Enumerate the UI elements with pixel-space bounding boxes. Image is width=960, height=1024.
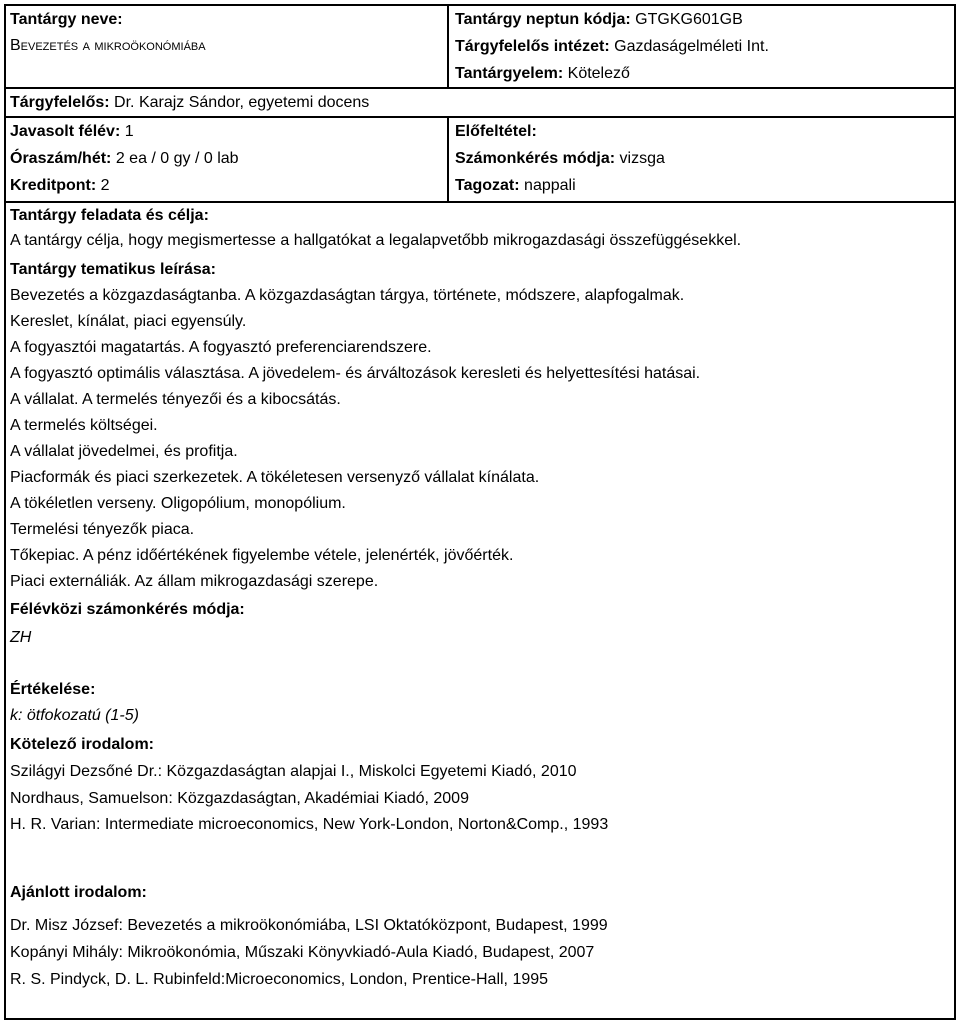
recommended-literature-heading: Ajánlott irodalom: bbox=[10, 884, 147, 901]
required-literature-item: Szilágyi Dezsőné Dr.: Közgazdaságtan alapjai I., Miskolci Egyetemi Kiadó, 2010 bbox=[10, 763, 577, 780]
neptun-code: Tantárgy neptun kódja: GTGKG601GB bbox=[455, 11, 743, 28]
responsible-divider bbox=[4, 116, 956, 118]
course-name-label: Tantárgy neve: bbox=[10, 11, 123, 28]
responsible-institute: Tárgyfelelős intézet: Gazdaságelméleti Int. bbox=[455, 38, 769, 55]
topic-line: Termelési tényezők piaca. bbox=[10, 521, 195, 538]
prerequisite: Előfeltétel: bbox=[455, 123, 537, 140]
recommended-literature-item: R. S. Pindyck, D. L. Rubinfeld:Microeconomics, London, Prentice-Hall, 1995 bbox=[10, 971, 549, 988]
suggested-semester: Javasolt félév: 1 bbox=[10, 123, 134, 140]
topic-line: A fogyasztói magatartás. A fogyasztó preferenciarendszere. bbox=[10, 339, 432, 356]
header-divider-horizontal bbox=[4, 87, 956, 89]
midterm-value: ZH bbox=[10, 629, 32, 646]
evaluation-heading: Értékelése: bbox=[10, 681, 96, 698]
topic-line: A tökéletlen verseny. Oligopólium, monopólium. bbox=[10, 495, 346, 512]
goal-text: A tantárgy célja, hogy megismertesse a hallgatókat a legalapvetőbb mikrogazdasági összefüggésekkel. bbox=[10, 232, 742, 249]
topic-line: Tőkepiac. A pénz időértékének figyelembe vétele, jelenérték, jövőérték. bbox=[10, 547, 514, 564]
topic-line: A vállalat. A termelés tényezői és a kibocsátás. bbox=[10, 391, 341, 408]
credit-points: Kreditpont: 2 bbox=[10, 177, 110, 194]
required-literature-heading: Kötelező irodalom: bbox=[10, 736, 155, 753]
topic-line: Piaci externáliák. Az állam mikrogazdasági szerepe. bbox=[10, 573, 379, 590]
recommended-literature-item: Dr. Misz József: Bevezetés a mikroökonómiába, LSI Oktatóközpont, Budapest, 1999 bbox=[10, 917, 608, 934]
topic-line: Kereslet, kínálat, piaci egyensúly. bbox=[10, 313, 247, 330]
required-literature-item: Nordhaus, Samuelson: Közgazdaságtan, Akadémiai Kiadó, 2009 bbox=[10, 790, 469, 807]
info-divider-horizontal bbox=[4, 201, 956, 203]
goal-heading: Tantárgy feladata és célja: bbox=[10, 207, 209, 224]
midterm-heading: Félévközi számonkérés módja: bbox=[10, 601, 245, 618]
weekly-hours: Óraszám/hét: 2 ea / 0 gy / 0 lab bbox=[10, 150, 239, 167]
topic-line: A termelés költségei. bbox=[10, 417, 158, 434]
info-divider-vertical bbox=[447, 116, 449, 202]
course-element: Tantárgyelem: Kötelező bbox=[455, 65, 630, 82]
course-responsible: Tárgyfelelős: Dr. Karajz Sándor, egyetemi docens bbox=[10, 94, 370, 111]
header-divider-vertical bbox=[447, 4, 449, 88]
topic-line: Bevezetés a közgazdaságtanba. A közgazdaságtan tárgya, története, módszere, alapfogalmak. bbox=[10, 287, 685, 304]
required-literature-item: H. R. Varian: Intermediate microeconomics, New York-London, Norton&Comp., 1993 bbox=[10, 816, 609, 833]
topic-line: A vállalat jövedelmei, és profitja. bbox=[10, 443, 238, 460]
topic-line: Piacformák és piaci szerkezetek. A tökéletesen versenyző vállalat kínálata. bbox=[10, 469, 540, 486]
topics-heading: Tantárgy tematikus leírása: bbox=[10, 261, 217, 278]
topic-line: A fogyasztó optimális választása. A jövedelem- és árváltozások keresleti és helyettesítési hatásai. bbox=[10, 365, 701, 382]
evaluation-value: k: ötfokozatú (1-5) bbox=[10, 707, 139, 724]
study-mode: Tagozat: nappali bbox=[455, 177, 576, 194]
course-name-value: Bevezetés a mikroökonómiába bbox=[10, 37, 206, 54]
recommended-literature-item: Kopányi Mihály: Mikroökonómia, Műszaki Könyvkiadó-Aula Kiadó, Budapest, 2007 bbox=[10, 944, 595, 961]
exam-type: Számonkérés módja: vizsga bbox=[455, 150, 665, 167]
